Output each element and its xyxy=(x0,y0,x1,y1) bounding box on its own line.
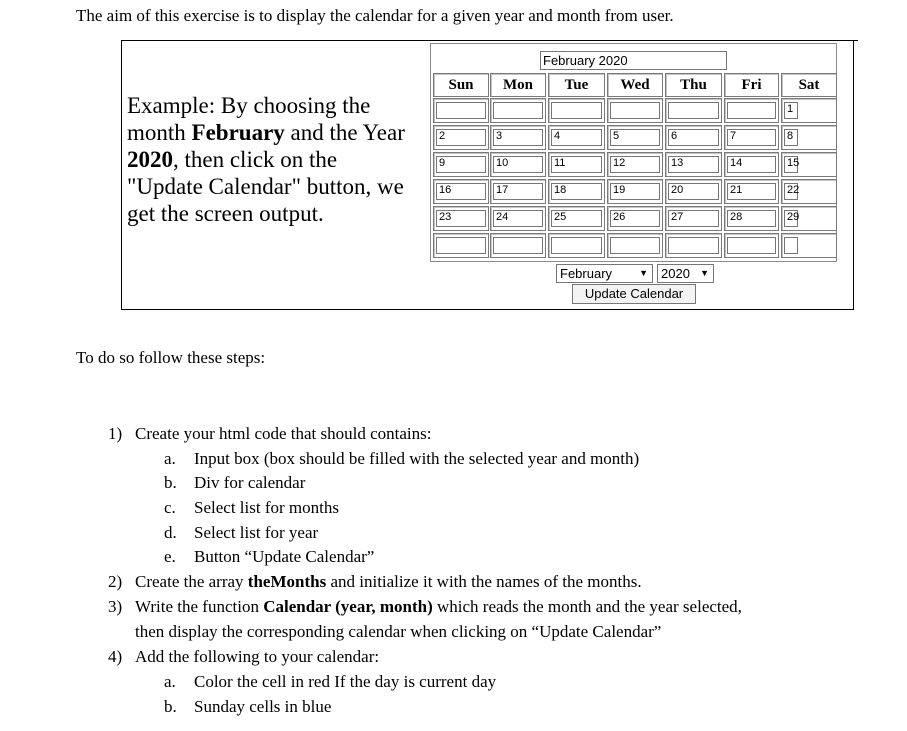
year-select[interactable] xyxy=(657,264,714,283)
calendar-day-cell xyxy=(433,233,489,258)
calendar-day-cell xyxy=(433,206,489,231)
example-text-1: Example: By choosing the month xyxy=(127,93,371,145)
calendar-day-cell xyxy=(665,98,722,123)
month-select[interactable] xyxy=(556,264,653,283)
day-input-field[interactable] xyxy=(727,237,776,254)
step-text-post: and initialize it with the names of the months. xyxy=(326,572,642,591)
intro-text: The aim of this exercise is to display the calendar for a given year and month from user. xyxy=(76,6,674,25)
step-number: 3) xyxy=(108,597,123,616)
calendar-day-cell xyxy=(490,125,546,150)
day-input-field[interactable] xyxy=(727,102,776,119)
day-header-label: Sun xyxy=(448,77,474,93)
day-input-field[interactable]: 11 xyxy=(551,156,602,173)
step-number: d. xyxy=(164,523,177,542)
step-text: Select list for months xyxy=(194,498,339,517)
day-header-cell xyxy=(665,73,722,97)
day-header-label: Thu xyxy=(680,77,707,93)
calendar-day-cell xyxy=(548,179,605,204)
day-input-field[interactable]: 8 xyxy=(784,129,798,146)
calendar-day-cell xyxy=(724,98,779,123)
day-input-field[interactable]: 4 xyxy=(551,129,602,146)
calendar-day-cell xyxy=(724,233,779,258)
calendar-day-cell xyxy=(490,233,546,258)
step-text xyxy=(135,571,642,593)
calendar-day-cell xyxy=(781,152,837,177)
calendar-day-cell xyxy=(724,179,779,204)
calendar-day-cell xyxy=(433,152,489,177)
day-header-cell xyxy=(433,73,489,97)
day-input-field[interactable] xyxy=(551,237,602,254)
step-number: a. xyxy=(164,672,176,691)
day-input-field[interactable]: 26 xyxy=(610,210,660,227)
day-input-field[interactable]: 15 xyxy=(784,156,798,173)
step-text: Sunday cells in blue xyxy=(194,697,332,716)
day-input-field[interactable]: 29 xyxy=(784,210,798,227)
step-text: Create your html code that should contains: xyxy=(135,424,432,443)
day-header-label: Tue xyxy=(564,77,589,93)
calendar-day-cell xyxy=(433,125,489,150)
calendar-day-cell xyxy=(607,233,663,258)
day-input-field[interactable]: 6 xyxy=(668,129,719,146)
calendar-day-cell xyxy=(607,98,663,123)
calendar-day-cell xyxy=(548,125,605,150)
step-number: b. xyxy=(164,473,177,492)
day-input-field[interactable]: 18 xyxy=(551,183,602,200)
day-input-field[interactable]: 1 xyxy=(784,102,798,119)
day-input-field[interactable]: 21 xyxy=(727,183,776,200)
calendar-day-cell xyxy=(607,152,663,177)
calendar-day-cell xyxy=(665,125,722,150)
calendar-day-cell xyxy=(665,233,722,258)
day-header-label: Fri xyxy=(741,77,762,93)
day-input-field[interactable]: 17 xyxy=(493,183,543,200)
month-select-value: February xyxy=(560,266,613,281)
step-text-bold: theMonths xyxy=(247,572,327,591)
day-input-field[interactable]: 28 xyxy=(727,210,776,227)
calendar-day-cell xyxy=(490,179,546,204)
day-input-field[interactable]: 19 xyxy=(610,183,660,200)
calendar-day-cell xyxy=(548,206,605,231)
day-input-field[interactable] xyxy=(668,102,719,119)
calendar-day-cell xyxy=(724,125,779,150)
day-header-cell xyxy=(607,73,663,97)
day-header-cell xyxy=(490,73,546,97)
day-input-field[interactable]: 13 xyxy=(668,156,719,173)
dropdown-arrow-icon: ▼ xyxy=(700,268,709,278)
day-input-field[interactable]: 25 xyxy=(551,210,602,227)
day-input-field[interactable]: 16 xyxy=(436,183,486,200)
calendar-day-cell xyxy=(433,179,489,204)
step-text xyxy=(135,596,742,618)
day-input-field[interactable]: 27 xyxy=(668,210,719,227)
step-text: Button “Update Calendar” xyxy=(194,547,375,566)
day-header-cell xyxy=(724,73,779,97)
example-month-bold: February xyxy=(191,120,285,145)
steps-intro: To do so follow these steps: xyxy=(76,348,266,367)
calendar-day-cell xyxy=(781,179,837,204)
calendar-day-cell xyxy=(548,98,605,123)
day-input-field[interactable]: 2 xyxy=(436,129,486,146)
step-text: Input box (box should be filled with the selected year and month) xyxy=(194,449,640,468)
example-text-2: and the Year xyxy=(284,120,405,145)
step-text-bold: Calendar (year, month) xyxy=(263,597,433,616)
step-text: Add the following to your calendar: xyxy=(135,647,380,666)
calendar-day-cell xyxy=(548,152,605,177)
step-text: Color the cell in red If the day is current day xyxy=(194,672,497,691)
step-number: c. xyxy=(164,498,176,517)
calendar-day-cell xyxy=(607,179,663,204)
figure-border-stub xyxy=(848,40,858,41)
step-number: 4) xyxy=(108,647,123,666)
day-input-field[interactable]: 12 xyxy=(610,156,660,173)
day-input-field[interactable]: 7 xyxy=(727,129,776,146)
day-input-field[interactable]: 23 xyxy=(436,210,486,227)
day-input-field[interactable] xyxy=(668,237,719,254)
day-input-field[interactable] xyxy=(784,237,798,254)
day-header-label: Mon xyxy=(503,77,533,93)
day-input-field[interactable]: 10 xyxy=(493,156,543,173)
step-text: then display the corresponding calendar when clicking on “Update Calendar” xyxy=(135,622,662,641)
day-input-field[interactable]: 14 xyxy=(727,156,776,173)
calendar-day-cell xyxy=(490,98,546,123)
day-input-field[interactable]: 9 xyxy=(436,156,486,173)
day-header-cell xyxy=(548,73,605,97)
calendar-day-cell xyxy=(724,152,779,177)
calendar-day-cell xyxy=(490,152,546,177)
day-input-field[interactable] xyxy=(493,237,543,254)
day-header-cell xyxy=(781,73,837,97)
step-text-post: which reads the month and the year selected, xyxy=(432,597,742,616)
day-input-field[interactable] xyxy=(610,237,660,254)
calendar-day-cell xyxy=(781,98,837,123)
day-input-field[interactable] xyxy=(493,102,543,119)
example-description xyxy=(127,92,412,227)
calendar-day-cell xyxy=(607,206,663,231)
calendar-day-cell xyxy=(665,179,722,204)
step-number: a. xyxy=(164,449,176,468)
calendar-day-cell xyxy=(665,152,722,177)
calendar-day-cell xyxy=(781,206,837,231)
day-header-label: Sat xyxy=(798,77,820,93)
dropdown-arrow-icon: ▼ xyxy=(639,268,648,278)
step-text-pre: Create the array xyxy=(135,572,248,591)
step-text-pre: Write the function xyxy=(135,597,264,616)
day-input-field[interactable]: 5 xyxy=(610,129,660,146)
example-year-bold: 2020 xyxy=(127,147,173,172)
day-input-field[interactable]: 20 xyxy=(668,183,719,200)
day-header-label: Wed xyxy=(620,77,650,93)
day-input-field[interactable] xyxy=(551,102,602,119)
example-text-3: , then click on the "Update Calendar" button, we get the screen output. xyxy=(127,147,404,226)
step-text: Select list for year xyxy=(194,523,319,542)
calendar-day-cell xyxy=(781,233,837,258)
step-number: 1) xyxy=(108,424,123,443)
calendar-day-cell xyxy=(490,206,546,231)
calendar-day-cell xyxy=(548,233,605,258)
year-select-value: 2020 xyxy=(661,266,690,281)
step-number: e. xyxy=(164,547,176,566)
month-title-input[interactable]: February 2020 xyxy=(540,51,727,70)
step-number: b. xyxy=(164,697,177,716)
day-input-field[interactable]: 3 xyxy=(493,129,543,146)
calendar-day-cell xyxy=(607,125,663,150)
day-input-field[interactable]: 24 xyxy=(493,210,543,227)
step-text: Div for calendar xyxy=(194,473,306,492)
update-calendar-button[interactable]: Update Calendar xyxy=(572,284,696,304)
day-input-field[interactable] xyxy=(436,237,486,254)
day-input-field[interactable] xyxy=(610,102,660,119)
day-input-field[interactable] xyxy=(436,102,486,119)
step-number: 2) xyxy=(108,572,123,591)
day-input-field[interactable]: 22 xyxy=(784,183,798,200)
calendar-day-cell xyxy=(665,206,722,231)
calendar-day-cell xyxy=(433,98,489,123)
calendar-day-cell xyxy=(724,206,779,231)
calendar-day-cell xyxy=(781,125,837,150)
